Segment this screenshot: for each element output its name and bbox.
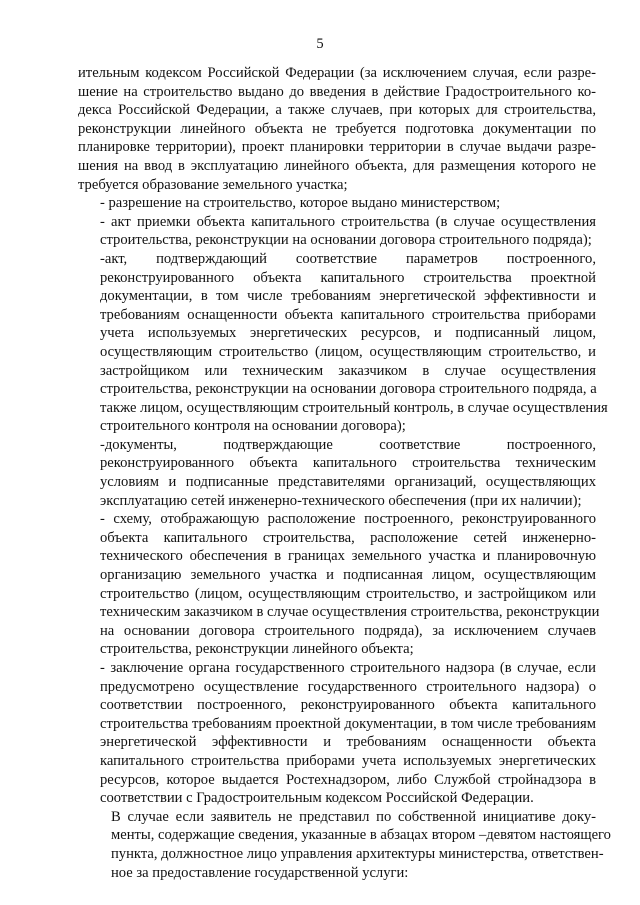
page-number: 5	[316, 36, 324, 52]
text-line: учета используемых энергетических ресурсов, и подписанный лицом,	[100, 325, 596, 342]
text-line: на основании договора строительного подряда), за исключением случаев	[100, 622, 596, 639]
text-line: капитального строительства приборами учета используемых энергетических	[100, 752, 596, 769]
text-line: - заключение органа государственного строительного надзора (в случае, если	[100, 660, 596, 676]
text-line: - схему, отображающую расположение построенного, реконструированного	[100, 511, 596, 528]
text-line: - разрешение на строительство, которое выдано министерством;	[100, 195, 501, 212]
text-line: декса Российской Федерации, а также случаев, при которых для строительства,	[78, 102, 596, 119]
paragraph-compliance-act	[78, 250, 608, 436]
text-line: - акт приемки объекта капитального строительства (в случае осуществления	[100, 213, 596, 230]
text-line: строительства, реконструкции линейного объекта;	[100, 641, 414, 658]
text-line: -документы, подтверждающие соответствие построенного,	[100, 436, 596, 453]
text-line: предусмотрено осуществление государственного строительного надзора) о	[100, 678, 596, 695]
text-line: застройщиком или техническим заказчиком в случае осуществления	[100, 362, 596, 379]
text-line: В случае если заявитель не представил по собственной инициативе доку-	[111, 808, 596, 825]
text-line: также лицом, осуществляющим строительный контроль, в случае осуществления	[100, 399, 608, 416]
paragraph-layout-scheme	[78, 510, 600, 659]
text-line: ресурсов, которое выдается Ростехнадзором, либо Службой стройнадзора в	[100, 771, 596, 788]
paragraph-technical-conditions	[78, 436, 596, 510]
text-line: ительным кодексом Российской Федерации (за исключением случая, если разре-	[78, 65, 596, 81]
text-line: техническим заказчиком в случае осуществления строительства, реконструкции	[100, 604, 600, 621]
text-line: -акт, подтверждающий соответствие параметров построенного,	[100, 250, 596, 267]
text-line: энергетической эффективности и требованиям оснащенности объекта	[100, 734, 596, 751]
text-line: соответствии построенного, реконструированного объекта капитального	[100, 697, 596, 714]
text-line: пункта, должностное лицо управления архитектуры министерства, ответствен-	[111, 845, 604, 862]
text-line: строительства требованиям проектной документации, в том числе требованиям	[100, 715, 596, 732]
text-line: планировке территории), проект планировки территории в случае выдачи разре-	[78, 139, 596, 156]
paragraph-acceptance-act	[78, 213, 596, 250]
text-line: строительства, реконструкции на основании договора строительного подряда);	[100, 232, 592, 249]
text-line: строительного контроля на основании договора);	[100, 418, 406, 435]
text-line: шение на строительство выдано до введения в действие Градостроительного ко-	[78, 83, 596, 100]
document-body	[78, 64, 611, 882]
text-line: строительства, реконструкции на основании договора строительного подряда, а	[100, 381, 597, 398]
text-line: строительство (лицом, осуществляющим строительство, и застройщиком или	[100, 585, 596, 602]
text-line: реконструированного объекта капитального строительства техническим	[100, 455, 596, 472]
text-line: эксплуатацию сетей инженерно-технического обеспечения (при их наличии);	[100, 492, 582, 509]
text-line: соответствии с Градостроительным кодексом Российской Федерации.	[100, 790, 534, 807]
text-line: требуется образование земельного участка;	[78, 176, 348, 193]
text-line: технического обеспечения в границах земельного участка и планировочную	[100, 548, 596, 565]
text-line: условиям и подписанные представителями организаций, осуществляющих	[100, 474, 596, 491]
text-line: осуществляющим строительство (лицом, осуществляющим строительство, и	[100, 343, 596, 360]
paragraph-continuation	[78, 64, 596, 194]
paragraph-missing-documents	[78, 808, 611, 882]
text-line: реконструкции линейного объекта не требуется подготовка документации по	[78, 120, 596, 137]
text-line: менты, содержащие сведения, указанные в абзацах втором –девятом настоящего	[111, 827, 611, 844]
text-line: организацию земельного участка и подписанная лицом, осуществляющим	[100, 567, 596, 584]
text-line: реконструированного объекта капитального строительства проектной	[100, 269, 596, 286]
text-line: объекта капитального строительства, расположение сетей инженерно-	[100, 529, 596, 546]
text-line: шения на ввод в эксплуатацию линейного объекта, для размещения которого не	[78, 157, 596, 174]
text-line: документации, в том числе требованиям энергетической эффективности и	[100, 288, 596, 305]
paragraph-construction-permit	[78, 194, 596, 213]
paragraph-supervision-conclusion	[78, 659, 596, 808]
text-line: требованиям оснащенности объекта капитального строительства приборами	[100, 306, 596, 323]
text-line: ное за предоставление государственной услуги:	[111, 864, 409, 881]
